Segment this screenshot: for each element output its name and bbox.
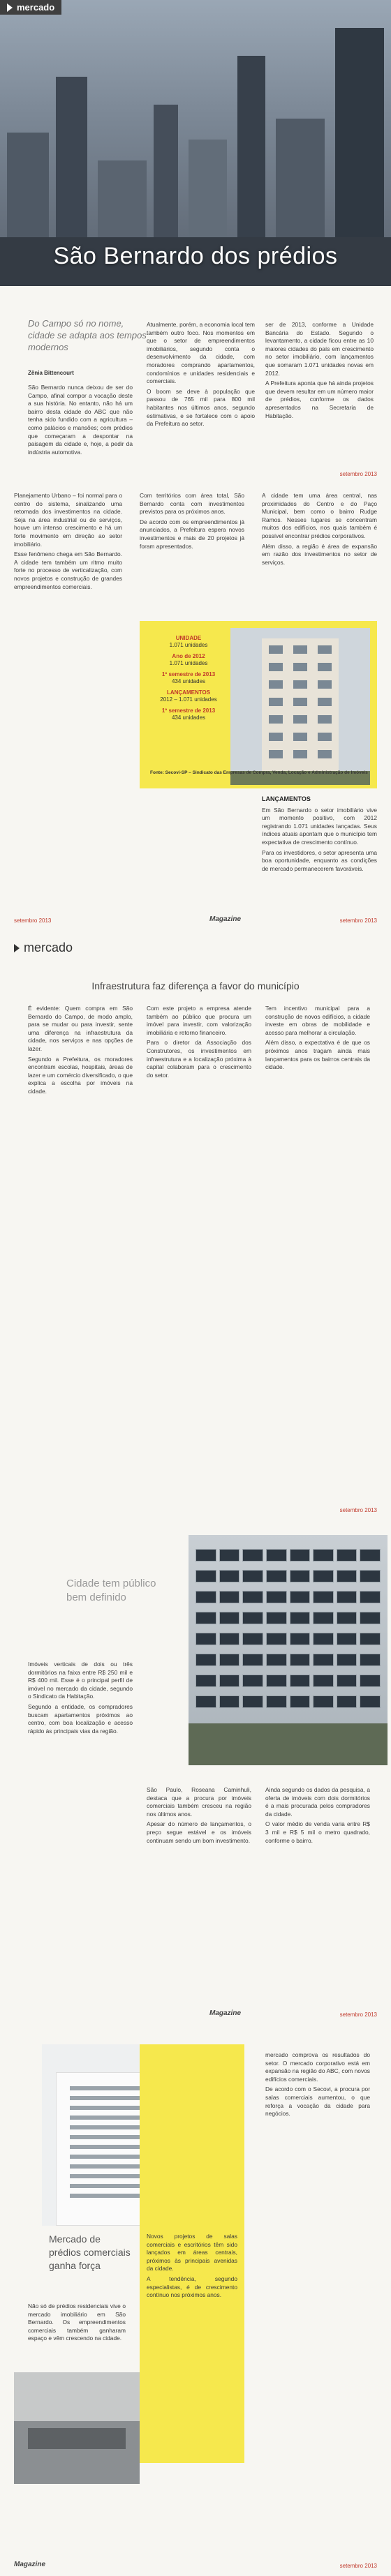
pull-quote: Mercado de prédios comerciais ganha força [49,2233,131,2271]
page-folio: setembro 2013 [339,2563,377,2569]
article-column-2 [147,321,255,430]
section-tag [0,0,61,15]
section-title: Infraestrutura faz diferença a favor do município [91,980,300,991]
article-column-2 [147,1786,251,1847]
stat-label: LANÇAMENTOS [166,689,211,696]
article-column-1 [14,492,122,593]
stat-value: 1.071 unidades [169,642,208,648]
article-subtitle: Do Campo só no nome, cidade se adapta aos tempos modernos [28,318,147,352]
article-title: São Bernardo dos prédios [53,243,338,269]
paragraph: mercado comprova os resultados do setor. O mercado corporativo está em expansão na região do ABC, com novos edifícios comerciais. [265,2051,370,2083]
page-folio: setembro 2013 [339,2012,377,2018]
subsection-heading: LANÇAMENTOS [262,795,311,802]
paragraph: Para o diretor da Associação dos Construtores, os investimentos em infraestrutura e a localização próxima à capital colaboram para o crescimento do setor. [147,1039,251,1079]
paragraph: De acordo com o Secovi, a procura por salas comerciais aumentou, o que reforça a vocação da cidade para negócios. [265,2085,370,2118]
article-column-1 [28,2302,126,2345]
triangle-icon [7,3,13,12]
triangle-icon [14,944,20,952]
paragraph: De acordo com os empreendimentos já anunciados, a Prefeitura espera novos investimentos e mais de 20 projetos já foram apresentados. [140,518,244,550]
article-column-3 [265,1005,370,1074]
paragraph: Com este projeto a empresa atende também ao público que procura um imóvel para investir, com valorização imobiliária e retorno financeiro. [147,1005,251,1036]
author-byline: Zênia Bittencourt [28,370,74,376]
magazine-logo: Magazine [209,2009,242,2017]
article-column-1 [28,384,133,458]
chart-source-note: Fonte: Secovi-SP – Sindicato das Empresas de Compra, Venda, Locação e Administração de Imóveis [150,770,368,775]
paragraph: São Bernardo nunca deixou de ser do Campo, afinal compor a vocação deste a sua história. No entanto, não há um bairro desta cidade do ABC que não tenha sido fundido com a agricultura – como palácios e mansões; com prédios que começaram a despontar na paisagem da cidade e, hoje, a pedir da indústria automotiva. [28,384,133,456]
statistics-list [150,635,227,726]
paragraph: Segundo a entidade, os compradores buscam apartamentos próximos ao centro, com boa localização e acesso rápido às principais vias da região. [28,1702,133,1735]
paragraph: Para os investidores, o setor apresenta uma boa oportunidade, enquanto as condições de mercado permanecerem favoráveis. [262,848,377,872]
section-tag-label: mercado [17,2,55,13]
building-photo [189,1535,388,1765]
article-column-1 [28,1005,133,1098]
pull-quote: Cidade tem público bem definido [66,1578,156,1603]
page-folio: setembro 2013 [339,471,377,477]
article-column-4 [262,795,377,875]
section-tag [7,938,80,957]
magazine-logo: Magazine [14,2561,46,2568]
stat-label: 1º semestre de 2013 [161,707,216,714]
article-column-2 [147,2233,237,2302]
section-tag-label: mercado [24,941,73,954]
paragraph: O valor médio de venda varia entre R$ 3 mil e R$ 5 mil o metro quadrado, conforme o bairro. [265,1820,370,1844]
paragraph: Além disso, a expectativa é de que os próximos anos tragam ainda mais lançamentos para os bairros centrais da cidade. [265,1039,370,1071]
paragraph: Ainda segundo os dados da pesquisa, a oferta de imóveis com dois dormitórios é a mais procurada pelos compradores da cidade. [265,1786,370,1818]
paragraph: Com territórios com área total, São Bernardo conta com investimentos previstos para os próximos anos. [140,492,244,516]
stat-value: 1.071 unidades [169,660,208,666]
article-page-2 [0,481,391,928]
paragraph: Esse fenômeno chega em São Bernardo. A cidade tem também um ritmo muito forte no processo de verticalização, com novos projetos e construção de grandes empreendimentos comerciais. [14,551,122,590]
article-column-3 [262,492,377,569]
stat-label: UNIDADE [175,635,202,641]
paragraph: Imóveis verticais de dois ou três dormitórios na faixa entre R$ 250 mil e R$ 400 mil. Esse é o principal perfil de imóvel no mercado da cidade, segundo o Sindicato da Habitação. [28,1661,133,1700]
paragraph: Apesar do número de lançamentos, o preço segue estável e os imóveis continuam sendo um bom investimento. [147,1820,251,1844]
article-column-3 [265,2051,370,2120]
paragraph: Novos projetos de salas comerciais e escritórios têm sido lançados em áreas centrais, próximos às principais avenidas da cidade. [147,2233,237,2272]
paragraph: A Prefeitura aponta que há ainda projetos que devem resultar em um número maior de prédios, conforme os dados apresentados na Secretaria de Habitação. [265,380,374,419]
paragraph: Atualmente, porém, a economia local tem também outro foco. Nos momentos em que o setor de empreendimentos imobiliários, segundo conta o desenvolvimento da cidade, com moradores comprando apartamentos, condomínios e unidades residenciais e comerciais. [147,321,255,385]
paragraph: ser de 2013, conforme a Unidade Bancária do Estado. Segundo o levantamento, a cidade ficou entre as 10 maiores cidades do país em crescimento no setor imobiliário, com lançamentos que somaram 1.071 unidades novas em 2012. [265,321,374,377]
article-page-3 [0,928,391,1521]
article-column-2 [140,492,244,553]
page-folio-left: setembro 2013 [14,918,52,924]
stat-value: 2012 – 1.071 unidades [160,696,217,703]
paragraph: Planejamento Urbano – foi normal para o centro do sistema, sinalizando uma retomada dos investimentos na cidade. Seja na área industrial ou de serviços, houve um intenso crescimento e há um forte movimento em direção ao setor imobiliário. [14,492,122,548]
stat-label: Ano de 2012 [172,653,205,659]
article-page-1 [0,0,391,481]
stat-label: 1º semestre de 2013 [161,671,216,677]
magazine-logo: Magazine [209,915,242,923]
paragraph: A tendência, segundo especialistas, é de crescimento contínuo nos próximos anos. [147,2275,237,2299]
article-page-4 [0,1521,391,2023]
paragraph: Além disso, a região é área de expansão em razão dos investimentos no setor de serviços. [262,542,377,566]
paragraph: Tem incentivo municipal para a construção de novos edifícios, a cidade investe em obras de mobilidade e acesso para melhorar a circulação. [265,1005,370,1036]
residential-tower-photo [230,628,370,785]
paragraph: Não só de prédios residenciais vive o mercado imobiliário em São Bernardo. Os empreendimentos comerciais também ganharam espaço e vêm crescendo na cidade. [28,2302,126,2342]
paragraph: A cidade tem uma área central, nas proximidades do Centro e do Paço Municipal, bem como o bairro Rudge Ramos. Nesses lugares se concentram muitos dos edifícios, nos quais também é possível encontrar prédios corporativos. [262,492,377,539]
paragraph: Em São Bernardo o setor imobiliário vive um momento positivo, com 2012 registrando 1.071 unidades lançadas. Seus índices atuais apontam que o município tem expectativa de crescimento contínuo. [262,806,377,846]
paragraph: É evidente: Quem compra em São Bernardo do Campo, de modo amplo, para se mudar ou para investir, sente uma diferença na infraestrutura da cidade, nos serviços e nas opções de lazer. [28,1005,133,1052]
paragraph: O boom se deve à população que passou de 765 mil para 800 mil habitantes nos últimos anos, segundo estimativas, e se fortalece com o apoio da Prefeitura ao setor. [147,387,255,428]
article-column-3 [265,321,374,422]
article-column-3 [265,1786,370,1847]
paragraph: Segundo a Prefeitura, os moradores encontram escolas, hospitais, áreas de lazer e um comércio diversificado, o que explica a escolha por imóveis na cidade. [28,1055,133,1095]
office-interior-photo [14,2372,140,2484]
paragraph: São Paulo, Roseana Caminhuli, destaca que a procura por imóveis comerciais também cresceu na região nos últimos anos. [147,1786,251,1818]
page-folio: setembro 2013 [339,1507,377,1513]
stat-value: 434 unidades [171,678,206,684]
article-column-2 [147,1005,251,1081]
article-page-5 [0,2023,391,2576]
article-column-1 [28,1661,133,1737]
stat-value: 434 unidades [171,714,206,721]
page-folio-right: setembro 2013 [339,918,377,924]
